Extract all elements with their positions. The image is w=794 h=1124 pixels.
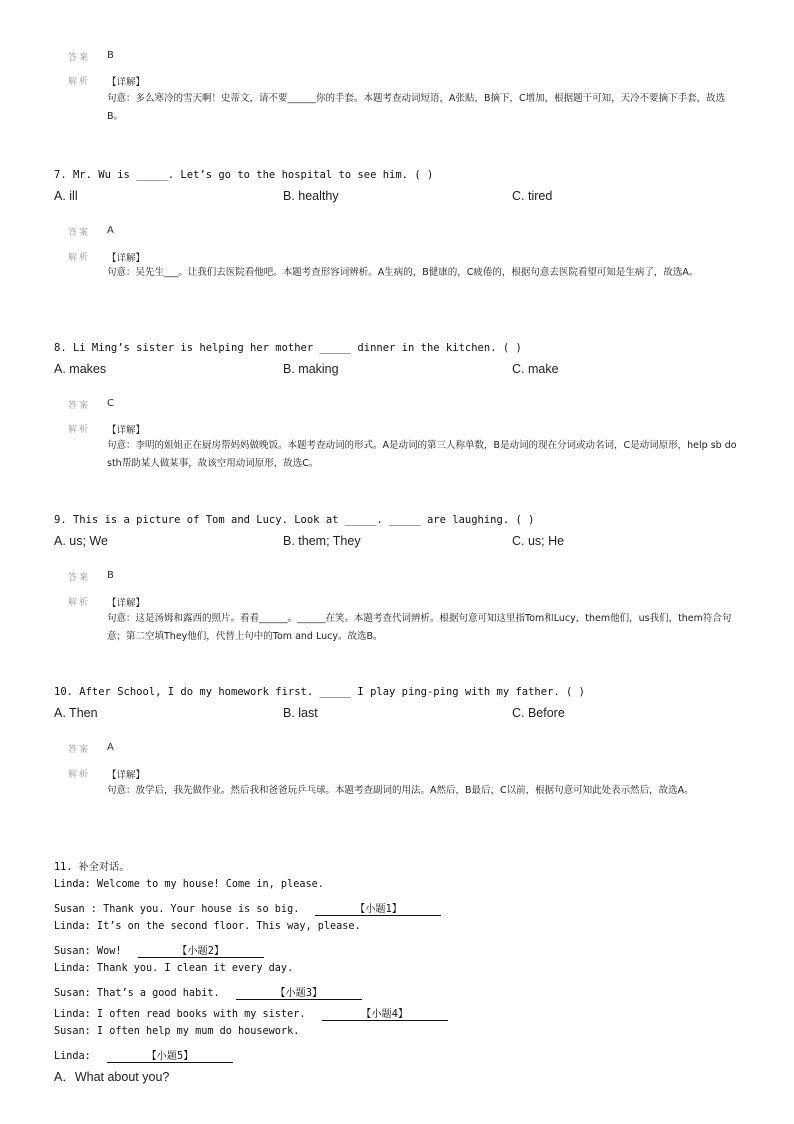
- option-a: A. us; We: [54, 534, 108, 548]
- explanation-text: 句意：李明的姐姐正在厨房帮妈妈做晚饭。本题考查动词的形式。A是动词的第三人称单数，B是动词的现在分词或动名词，C是动词原形，help sb do sth帮助某人做某事，故该空用动词原形，故选C。: [107, 440, 737, 469]
- choice-a: A．What about you?: [54, 1070, 170, 1084]
- question-stem: 10. After School, I do my homework first. _____ I play ping-ping with my father. ( ): [54, 686, 586, 698]
- detail-tag: 【详解】: [107, 77, 146, 88]
- answer-value: A: [107, 742, 114, 753]
- dialogue-line: [54, 984, 362, 1000]
- question-stem: 8. Li Ming’s sister is helping her mother _____ dinner in the kitchen. ( ): [54, 342, 522, 354]
- answer-label: 答案: [68, 573, 91, 583]
- option-c: C. Before: [512, 706, 565, 720]
- detail-tag: 【详解】: [107, 425, 146, 436]
- dialogue-line: [54, 942, 264, 958]
- answer-label: 答案: [68, 745, 91, 755]
- analysis-label: 解析: [68, 77, 91, 87]
- answer-blank-3[interactable]: 【小题3】: [236, 984, 362, 1000]
- option-b: B. last: [283, 706, 318, 720]
- answer-value: C: [107, 398, 114, 409]
- dialogue-text: Susan: I often help my mum do housework.: [54, 1026, 300, 1037]
- answer-label: 答案: [68, 228, 91, 238]
- answer-blank-4[interactable]: 【小题4】: [322, 1005, 448, 1021]
- dialogue-line: [54, 1026, 299, 1037]
- option-a: A. ill: [54, 189, 78, 203]
- answer-blank-1[interactable]: 【小题1】: [315, 900, 441, 916]
- dialogue-text: Linda: Welcome to my house! Come in, please.: [54, 879, 324, 890]
- answer-label: 答案: [68, 401, 91, 411]
- dialogue-line: [54, 1005, 448, 1021]
- question-stem: 11. 补全对话。: [54, 862, 130, 873]
- dialogue-text: Linda:: [54, 1051, 91, 1062]
- explanation-text: 句意：吴先生___。让我们去医院看他吧。本题考查形容词辨析。A生病的，B健康的，C疲倦的，根据句意去医院看望可知是生病了，故选A。: [107, 267, 699, 278]
- explanation-text: 句意：这是汤姆和露西的照片。看看______。______在笑。本题考查代词辨析。根据句意可知这里指Tom和Lucy，them他们，us我们，them符合句意；第二空填They他们，代替上句中的Tom and Lucy。故选B。: [107, 613, 732, 642]
- answer-value: B: [107, 570, 114, 581]
- answer-value: A: [107, 225, 114, 236]
- analysis-label: 解析: [68, 253, 91, 263]
- dialogue-text: Susan : Thank you. Your house is so big.: [54, 904, 300, 915]
- option-c: C. tired: [512, 189, 553, 203]
- option-b: B. making: [283, 362, 339, 376]
- dialogue-line: [54, 1047, 233, 1063]
- option-a: A. Then: [54, 706, 98, 720]
- dialogue-line: [54, 921, 361, 932]
- option-c: C. us; He: [512, 534, 565, 548]
- detail-tag: 【详解】: [107, 770, 146, 781]
- analysis-label: 解析: [68, 598, 91, 608]
- option-a: A. makes: [54, 362, 107, 376]
- explanation-text: 句意：多么寒冷的雪天啊！史蒂文，请不要______你的手套。本题考查动词短语，A张贴，B摘下，C增加，根据题干可知，天冷不要摘下手套，故选B。: [107, 93, 726, 122]
- dialogue-text: Linda: It’s on the second floor. This way, please.: [54, 921, 361, 932]
- option-b: B. healthy: [283, 189, 339, 203]
- dialogue-text: Linda: I often read books with my sister.: [54, 1009, 306, 1020]
- option-b: B. them; They: [283, 534, 361, 548]
- explanation-text: 句意：放学后，我先做作业。然后我和爸爸玩乒乓球。本题考查副词的用法。A然后，B最后，C以前，根据句意可知此处表示然后，故选A。: [107, 785, 694, 796]
- question-stem: 9. This is a picture of Tom and Lucy. Look at _____. _____ are laughing. ( ): [54, 514, 535, 526]
- detail-tag: 【详解】: [107, 253, 146, 264]
- answer-value: B: [107, 50, 114, 61]
- option-c: C. make: [512, 362, 559, 376]
- dialogue-text: Susan: That’s a good habit.: [54, 988, 220, 999]
- answer-label: 答案: [68, 53, 91, 63]
- dialogue-line: [54, 900, 441, 916]
- answer-blank-2[interactable]: 【小题2】: [138, 942, 264, 958]
- detail-tag: 【详解】: [107, 598, 146, 609]
- dialogue-text: Linda: Thank you. I clean it every day.: [54, 963, 294, 974]
- question-stem: 7. Mr. Wu is _____. Let’s go to the hospital to see him. ( ): [54, 169, 434, 181]
- dialogue-line: [54, 963, 293, 974]
- analysis-label: 解析: [68, 425, 91, 435]
- dialogue-text: Susan: Wow!: [54, 946, 122, 957]
- analysis-label: 解析: [68, 770, 91, 780]
- answer-blank-5[interactable]: 【小题5】: [107, 1047, 233, 1063]
- dialogue-line: [54, 879, 324, 890]
